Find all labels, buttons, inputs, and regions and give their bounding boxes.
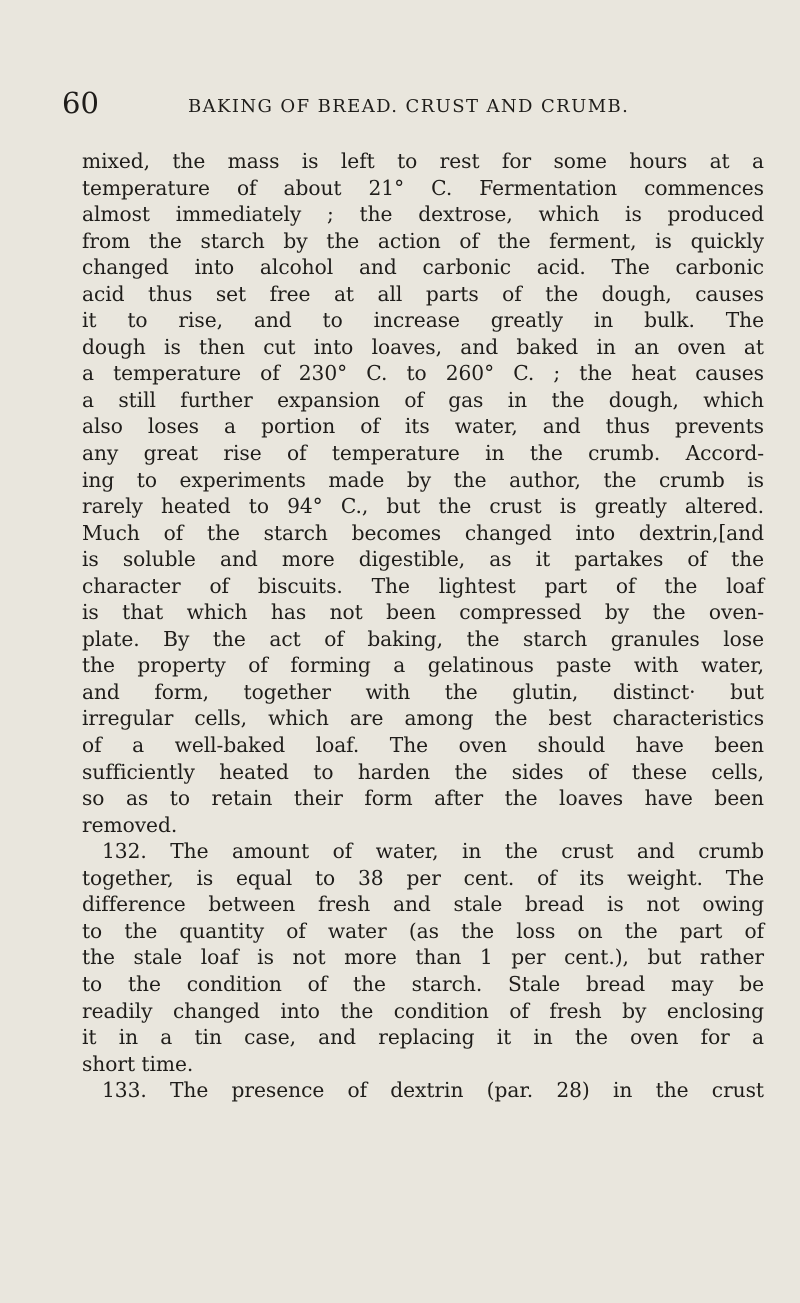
text-line: 133. The presence of dextrin (par. 28) in the crust <box>102 1078 764 1103</box>
text-line: it in a tin case, and replacing it in the oven for a <box>82 1025 764 1050</box>
text-line: to the condition of the starch. Stale bread may be <box>82 971 764 996</box>
text-line: dough is then cut into loaves, and baked in an oven at <box>82 334 764 359</box>
text-line: character of biscuits. The lightest part of the loaf <box>82 573 764 598</box>
text-line: temperature of about 21° C. Fermentation commences <box>82 175 764 200</box>
text-line: irregular cells, which are among the best characteristics <box>82 706 764 731</box>
text-line: changed into alcohol and carbonic acid. The carbonic <box>82 255 764 280</box>
text-line: is that which has not been compressed by the oven- <box>82 600 764 625</box>
running-title: BAKING OF BREAD. CRUST AND CRUMB. <box>188 96 630 117</box>
text-line: Much of the starch becomes changed into dextrin,[and <box>82 520 764 545</box>
text-line: to the quantity of water (as the loss on the part of <box>82 918 764 943</box>
text-line: of a well-baked loaf. The oven should have been <box>82 733 764 758</box>
text-line: a still further expansion of gas in the dough, which <box>82 387 764 412</box>
text-line: rarely heated to 94° C., but the crust is greatly altered. <box>82 494 764 519</box>
body-text <box>82 148 764 1104</box>
text-line: readily changed into the condition of fresh by enclosing <box>82 998 764 1023</box>
text-line: plate. By the act of baking, the starch granules lose <box>82 626 764 651</box>
page-header <box>62 86 752 126</box>
page-number: 60 <box>62 86 99 120</box>
text-line: from the starch by the action of the ferment, is quickly <box>82 228 764 253</box>
text-line: removed. <box>82 812 178 837</box>
text-line: difference between fresh and stale bread is not owing <box>82 892 764 917</box>
text-line: the stale loaf is not more than 1 per cent.), but rather <box>82 945 764 970</box>
text-line: sufficiently heated to harden the sides of these cells, <box>82 759 764 784</box>
text-line: any great rise of temperature in the crumb. Accord- <box>82 441 764 466</box>
text-line: almost immediately ; the dextrose, which is produced <box>82 202 764 227</box>
text-line: mixed, the mass is left to rest for some hours at a <box>82 149 764 173</box>
text-line: acid thus set free at all parts of the dough, causes <box>82 281 764 306</box>
text-line: a temperature of 230° C. to 260° C. ; the heat causes <box>82 361 764 386</box>
text-line: ing to experiments made by the author, the crumb is <box>82 467 764 492</box>
text-line: together, is equal to 38 per cent. of its weight. The <box>82 865 764 890</box>
text-line: also loses a portion of its water, and thus prevents <box>82 414 764 439</box>
text-line: the property of forming a gelatinous paste with water, <box>82 653 764 678</box>
text-line: 132. The amount of water, in the crust and crumb <box>102 839 764 864</box>
text-line: so as to retain their form after the loaves have been <box>82 786 764 811</box>
text-line: and form, together with the glutin, distinct· but <box>82 679 764 704</box>
text-line: short time. <box>82 1051 194 1076</box>
text-line: it to rise, and to increase greatly in bulk. The <box>82 308 764 333</box>
text-line: is soluble and more digestible, as it partakes of the <box>82 547 764 572</box>
